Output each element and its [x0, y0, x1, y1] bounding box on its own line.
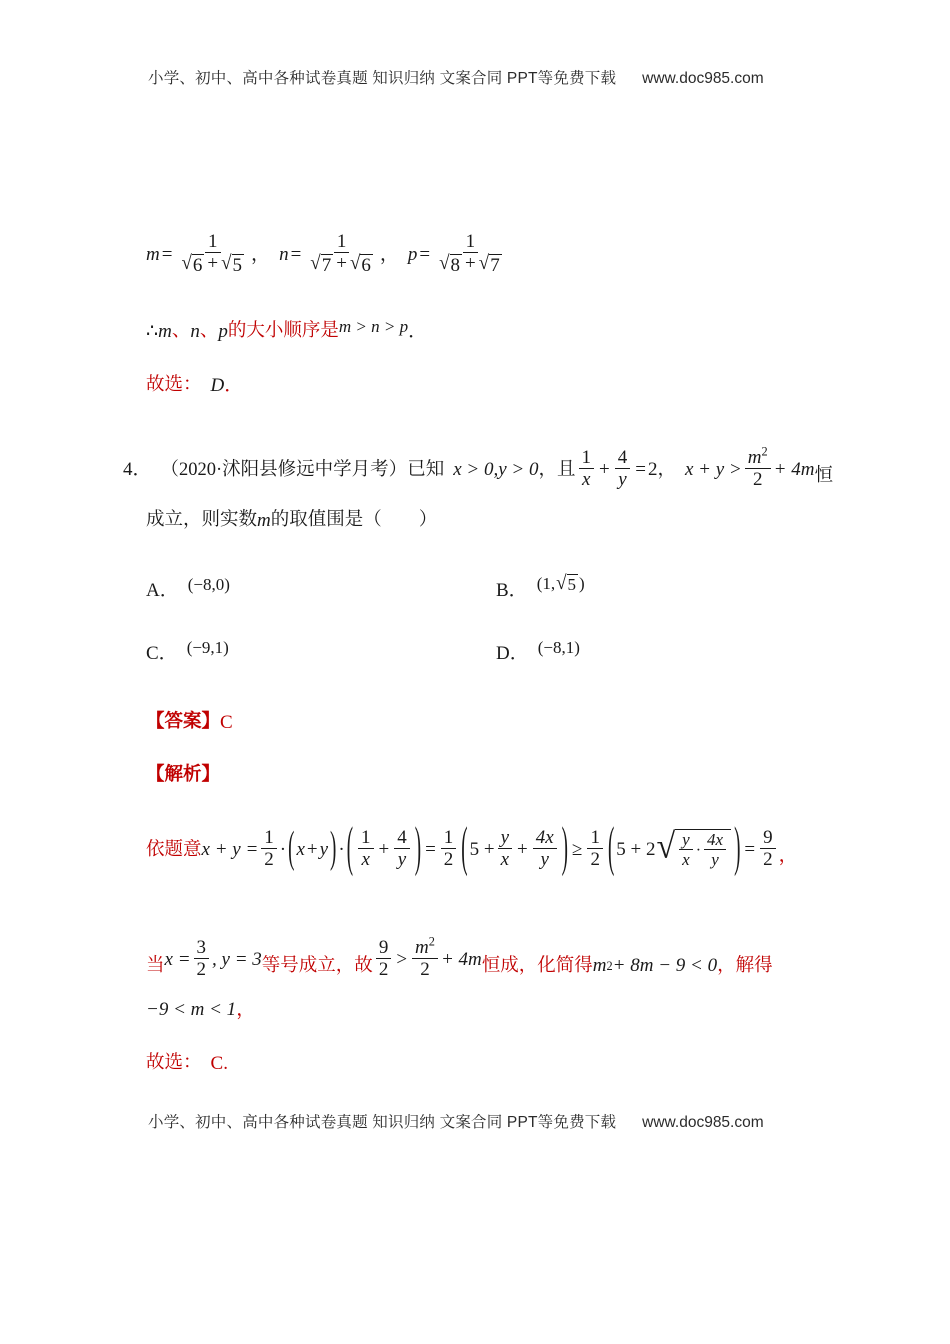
variable-p: p — [407, 244, 418, 266]
fraction-m2-denominator: 2 — [752, 469, 763, 491]
question-and-word: 且 — [557, 459, 576, 480]
solution-range-line — [146, 1000, 255, 1019]
option-d[interactable] — [496, 638, 580, 665]
comma-after-n: ， — [379, 244, 399, 266]
fraction-1x-denominator: x — [582, 469, 591, 491]
fraction-p-numerator: 1 — [463, 231, 479, 253]
option-c-value: (−9,1) — [186, 638, 229, 657]
range-comma: ， — [236, 999, 256, 1020]
group-expanded-sum: ( 5 + $\frac{y}{x}$ + $\frac{4x}{y}$ ) — [461, 818, 568, 880]
option-d-value: (−8,1) — [537, 638, 580, 657]
sqrt-5-option-icon: √ 5 — [556, 572, 577, 595]
choose-answer-d: D — [210, 374, 225, 396]
order-separator-1: 、 — [171, 321, 191, 342]
range-result: −9 < m < 1 — [146, 999, 237, 1020]
option-b-letter: B． — [496, 580, 528, 601]
therefore-symbol: ∴ — [146, 321, 159, 342]
option-c-letter: C． — [146, 643, 178, 664]
group-amgm: ( 5 + 2 √ $\frac{y}{x}$ · $\frac{4x}{y}$ ) — [607, 818, 741, 880]
variable-m: m — [146, 244, 160, 266]
condition-x-positive: x > 0, — [453, 459, 499, 481]
order-period: ． — [408, 321, 428, 342]
y-equals-label: , y = 3 — [212, 949, 262, 971]
fraction-p-denominator: √ 8 + √ 7 — [439, 252, 500, 277]
option-b[interactable] — [496, 572, 585, 602]
plus-sign-stem: + — [599, 459, 610, 481]
sqrt-7b-icon: √ 7 — [478, 252, 500, 277]
fraction-m2-numerator: $m^2$ — [745, 447, 771, 469]
sqrt-7-icon: √ 7 — [310, 252, 332, 277]
option-a-value: (−8,0) — [187, 575, 230, 594]
equals-sign-deriv-2: = — [744, 839, 756, 861]
greater-than-sign: > — [396, 949, 408, 971]
option-b-prefix: (1, — [536, 574, 556, 593]
fraction-one-half-1: $\frac{1}{2}$ — [261, 827, 277, 871]
fraction-m — [177, 231, 248, 277]
fraction-1-over-x — [579, 447, 595, 491]
choose-label-d: 故选： — [146, 375, 202, 395]
stem-line2-suffix: 的取值围是（ ） — [270, 510, 438, 530]
fraction-m-numerator: 1 — [205, 231, 221, 253]
dot-operator-2: · — [338, 839, 345, 861]
footer-watermark — [148, 1110, 808, 1132]
choose-period-c: . — [223, 1052, 228, 1074]
sqrt-product-icon: √ $\frac{y}{x}$ · $\frac{4x}{y}$ — [656, 829, 731, 870]
footer-watermark-url: www.doc985.com — [642, 1114, 764, 1131]
fraction-one-half-3: $\frac{1}{2}$ — [587, 827, 603, 871]
equals-sign-m: = — [161, 244, 173, 266]
choose-period-d: ． — [224, 374, 244, 396]
fraction-nine-halves-1: $\frac{9}{2}$ — [760, 827, 776, 871]
header-watermark-url: www.doc985.com — [642, 70, 764, 87]
order-description-text: 的大小顺序是 — [227, 321, 339, 342]
greater-equal-sign: ≥ — [572, 839, 583, 861]
group-x-plus-y: ( x + y ) — [288, 824, 337, 874]
option-d-letter: D． — [496, 643, 529, 664]
derivation-intro: 依题意 — [146, 839, 202, 860]
analysis-label-line — [146, 765, 220, 785]
fraction-4y-numerator: 4 — [615, 447, 631, 469]
variable-n: n — [279, 244, 289, 266]
choose-answer-d-line — [146, 375, 243, 395]
fraction-three-halves: $\frac{3}{2}$ — [194, 937, 210, 981]
answer-value: C — [220, 711, 233, 733]
solution-equality-line — [146, 934, 773, 982]
option-b-value — [537, 574, 585, 595]
sqrt-8-icon: √ 8 — [439, 252, 461, 277]
question-comma-2: ， — [657, 459, 676, 480]
ordering-conclusion-line — [146, 317, 428, 342]
equals-sign-p: = — [419, 244, 431, 266]
equals-sign-deriv-1: = — [425, 839, 436, 861]
option-b-suffix: ) — [579, 574, 585, 593]
option-b-radicand: 5 — [567, 575, 577, 594]
question4-stem-line2 — [146, 510, 437, 530]
sqrt-5-icon: √ 5 — [221, 252, 243, 277]
fraction-p — [435, 231, 506, 277]
fraction-4y-denominator: y — [618, 469, 627, 491]
when-word: 当 — [146, 955, 165, 976]
comma-after-m: ， — [251, 244, 271, 266]
question-number: 4． — [123, 459, 152, 481]
fraction-n-denominator: √ 7 + √ 6 — [310, 252, 371, 277]
order-var-m: m — [158, 321, 172, 342]
equals-sign-stem: = — [635, 459, 646, 481]
solution-derivation-line — [146, 818, 798, 880]
quadratic-inequality: m 2 + 8m − 9 < 0 — [592, 955, 718, 977]
choose-label-c: 故选： — [146, 1053, 202, 1073]
equals-sign-n: = — [290, 244, 302, 266]
condition-y-positive: y > 0 — [498, 459, 539, 481]
group-reciprocal-sum: ( $\frac{1}{x}$ + $\frac{4}{y}$ ) — [346, 818, 422, 880]
fraction-nine-halves-2: $\frac{9}{2}$ — [376, 937, 392, 981]
answer-line — [146, 712, 233, 732]
stem-line2-variable: m — [257, 509, 271, 531]
stem-line2-prefix: 成立，则实数 — [146, 510, 258, 530]
footer-watermark-text: 小学、初中、高中各种试卷真题 知识归纳 文案合同 PPT等免费下载 — [148, 1114, 617, 1131]
inequality-left-side: x + y > — [684, 459, 742, 481]
fraction-one-half-2: $\frac{1}{2}$ — [441, 827, 457, 871]
option-c[interactable] — [146, 638, 229, 665]
equality-holds-text: 等号成立，故 — [261, 955, 373, 976]
order-result: m > n > p — [338, 317, 409, 336]
always-holds-word: 恒 — [814, 465, 833, 486]
fraction-1x-numerator: 1 — [579, 447, 595, 469]
option-a-letter: A． — [146, 580, 179, 601]
header-watermark — [148, 66, 808, 88]
order-var-n: n — [190, 321, 200, 342]
always-holds-simplify-text: 恒成，化简得 — [481, 955, 593, 976]
dot-operator-1: · — [279, 839, 287, 861]
question-comma-1: ， — [538, 459, 557, 480]
fraction-m2-over-2-solution: $\frac{m^2}{2}$ — [412, 937, 438, 981]
fraction-4-over-y — [615, 447, 631, 491]
sqrt-6-icon: √ 6 — [181, 252, 203, 277]
derivation-comma: ， — [778, 845, 798, 867]
inequality-plus-4m: + 4m — [773, 459, 815, 481]
plus-4m-solution: + 4m — [440, 949, 482, 971]
order-var-p: p — [218, 321, 228, 342]
expression-mnp-definitions — [146, 232, 509, 278]
fraction-n-numerator: 1 — [334, 231, 350, 253]
sqrt-6b-icon: √ 6 — [349, 252, 371, 277]
analysis-label: 【解析】 — [146, 765, 221, 785]
x-equals-label: x = — [164, 949, 191, 971]
solve-text: ，解得 — [717, 955, 773, 976]
order-separator-2: 、 — [199, 321, 219, 342]
derivation-lhs: x + y = — [201, 839, 259, 861]
choose-answer-c-line — [146, 1053, 228, 1073]
fraction-m2-over-2 — [745, 444, 771, 491]
question4-stem-line1 — [123, 444, 833, 492]
option-a[interactable] — [146, 575, 230, 602]
question-source: （2020·沭阳县修远中学月考） — [160, 459, 408, 480]
header-watermark-text: 小学、初中、高中各种试卷真题 知识归纳 文案合同 PPT等免费下载 — [148, 70, 617, 87]
choose-answer-c: C — [210, 1052, 224, 1074]
equals-value-stem: 2 — [647, 459, 658, 481]
answer-label: 【答案】 — [146, 712, 221, 732]
question-given-word: 已知 — [407, 459, 445, 480]
fraction-m-denominator: √ 6 + √ 5 — [181, 252, 243, 277]
fraction-n — [306, 231, 377, 277]
